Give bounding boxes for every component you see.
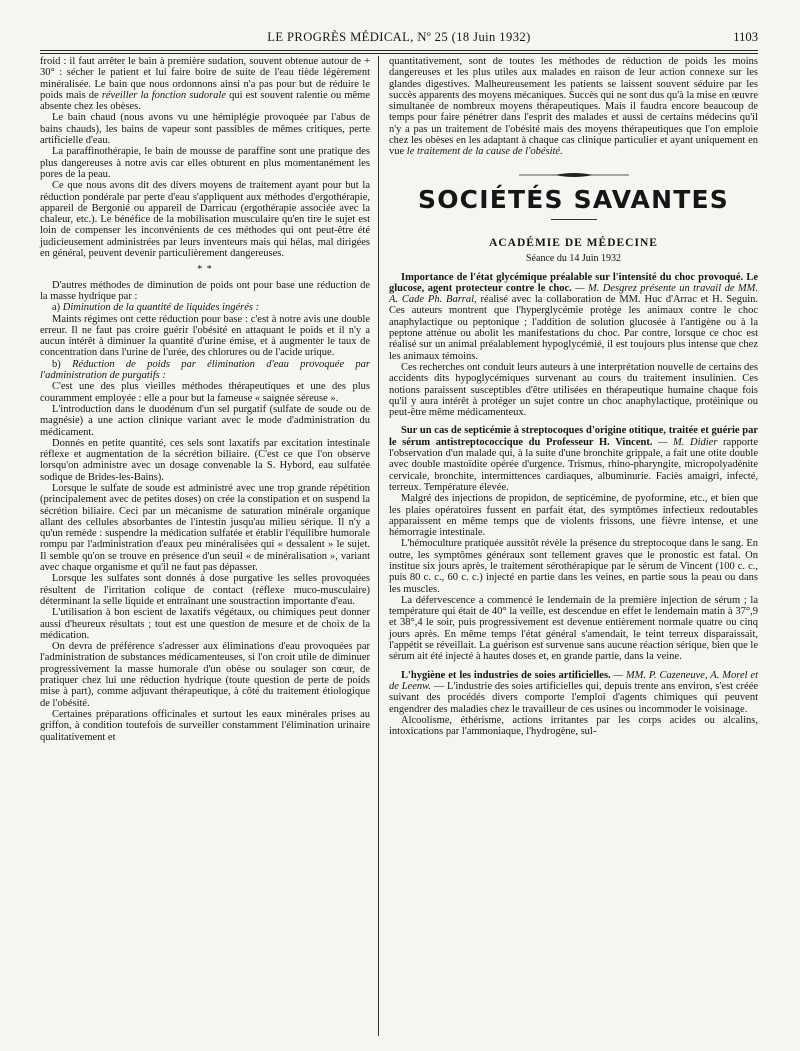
- paragraph: La paraffinothérapie, le bain de mousse de paraffine sont une pratique des plus dangereuses à notre avis car elles obturent en plus momentanément les pores de la peau.: [40, 146, 370, 180]
- article-paragraph: [389, 272, 758, 362]
- paragraph: Donnés en petite quantité, ces sels sont laxatifs par excitation intestinale réflexe et augmentation de la sécrétion biliaire. (C'est ce que l'on observe lorsqu'on administre avec un dosage convenable la S. Hybord, eau sulfatée sodique de Brides-les-Bains).: [40, 437, 370, 483]
- paragraph-text: qui est souvent ralentie ou même absente chez les obèses.: [40, 89, 371, 113]
- paragraph: On devra de préférence s'adresser aux éliminations d'eau provoquées par l'administration de substances médicamenteuses, si l'on croit utile de diminuer progressivement la masse humorale d'un obèse ou soulager son cœur, de pratiquer chez lui une réduction hydrique (toute question de perte de poids mise à part), comme adjuvant thérapeutique, à côté du traitement étiologique de l'obésité.: [40, 641, 370, 709]
- paragraph: L'introduction dans le duodénum d'un sel purgatif (sulfate de soude ou de magnésie) a une action clinique variant avec le mode d'administration du médicament.: [40, 403, 370, 438]
- paragraph: Lorsque les sulfates sont donnés à dose purgative les selles provoquées résultent de l'irritation colique de contact (réflexe muco-musculaire) déterminant la selle liquide et entraînant une soustraction importante d'eau.: [40, 573, 370, 607]
- article-paragraph: [389, 670, 758, 715]
- italic-phrase: réveiller la fonction sudorale: [101, 89, 227, 101]
- paragraph: Certaines préparations officinales et surtout les eaux minérales prises au griffon, à condition toutefois de surveiller constamment l'élimination urinaire qualitativement et: [40, 708, 370, 743]
- list-item: [40, 302, 370, 313]
- asterism: * *: [197, 264, 213, 276]
- paragraph: Lorsque le sulfate de soude est administré avec une trop grande répétition (principalement avec de petites doses) on crée la constipation et on suspend la sécrétion biliaire. Ceci par un mécanisme de saturation minérale organique allant des cellules absorbantes de l'intestin jusqu'au milieu sérique. Il n'y a qu'un remède : suspendre la médication sulfatée et établir l'équilibre humorale rompu par l'administration d'eaux peu minéralisées qui « dessalent » le sujet. Il semble qu'on se trouve en présence d'un seuil « de minéralisation », variant avec chaque organisme et qu'il ne faut pas dépasser.: [40, 482, 370, 574]
- article-authors: — MM. P. Cazeneuve, A. Morel et de Leenw.: [389, 669, 759, 692]
- left-column: [40, 56, 370, 743]
- paragraph: Le bain chaud (nous avons vu une hémiplégie provoquée par l'abus de bains chauds), les bains de vapeur sont passibles de mêmes critiques, perte artificielle d'eau.: [40, 112, 370, 147]
- header-rule-thin: [40, 53, 758, 54]
- paragraph: Alcoolisme, éthérisme, actions irritantes par les corps acides ou alcalins, intoxications par l'ammoniaque, l'hydrogène, sul-: [389, 714, 758, 738]
- list-item: [40, 359, 370, 382]
- section-title: SOCIÉTÉS SAVANTES: [418, 184, 729, 214]
- paragraph: L'hémoculture pratiquée aussitôt révèle la présence du streptocoque dans le sang. En outre, les symptômes généraux sont tellement graves que le pronostic est fatal. On institue six jours après, le traitement sérothérapique par le sérum de Vincent (100 c. c., puis 80 c. c., 60 c. c.) injecté en partie dans les veines, en partie sous la peau ou dans les muscles.: [389, 538, 758, 595]
- paragraph: D'autres méthodes de diminution de poids ont pour base une réduction de la masse hydrique par :: [40, 279, 370, 302]
- running-title: LE PROGRÈS MÉDICAL, Nº 25 (18 Juin 1932): [267, 30, 531, 44]
- list-marker: a): [52, 302, 61, 314]
- article-title: L'hygiène et les industries de soies artificielles.: [401, 669, 611, 681]
- section-rule: [551, 219, 597, 220]
- running-header: [40, 30, 758, 48]
- paragraph: [40, 56, 370, 112]
- article-title: Importance de l'état glycémique préalable sur l'intensité du choc provoqué. Le glucose, agent protecteur contre le choc.: [389, 271, 758, 294]
- paragraph: [389, 56, 758, 158]
- session-date: Séance du 14 Juin 1932: [526, 253, 621, 265]
- italic-heading: Réduction de poids par élimination d'eau provoquée par l'administration de purgatifs :: [40, 358, 370, 382]
- list-marker: b): [52, 358, 61, 370]
- paragraph: C'est une des plus vieilles méthodes thérapeutiques et une des plus couramment employée : elle a pour but la fameuse « saignée séreuse ».: [40, 381, 370, 404]
- article-paragraph: [389, 425, 758, 493]
- paragraph: Maints régimes ont cette réduction pour base : c'est à notre avis une double erreur. Il ne faut pas croire guérir l'obésité en attaquant le poids et il n'y a aucun intérêt à diminuer la quantité d'urine émise, et à augmenter le taux de concentration dans l'urine de l'urée, des chlorures ou de l'acide urique.: [40, 313, 370, 359]
- academy-heading: ACADÉMIE DE MÉDECINE: [489, 236, 658, 249]
- paragraph: L'utilisation à bon escient de laxatifs végétaux, ou chimiques peut donner aussi d'heureux résultats ; tout est une question de mesure et de choix de la médication.: [40, 607, 370, 641]
- paragraph-text: quantitativement, sont de toutes les méthodes de réduction de poids les moins dangereuses et les plus utiles aux malades en raison de leur action connexe sur les glandes digestives. Malheureusement les patients se laissent souvent séduire par les succès apparents des moyens mécaniques. Succès qui ne sont dus qu'à la mise en œuvre simultanée de nombreux moyens thérapeutiques. Mais il faudra encore beaucoup de temps pour faire pénétrer dans l'esprit des malades et aussi de certains médecins qu'il n'y a pas un traitement de l'obésité mais des moyens thérapeutiques que l'on emploie chez les obèses en les adaptant à chaque cas clinique particulier et ayant uniquement en vue: [389, 56, 758, 158]
- header-rule-thick: [40, 50, 758, 51]
- article-authors: — M. Didier: [658, 436, 718, 448]
- article-text: — L'industrie des soies artificielles qui, depuis trente ans environ, s'est créée suivant des procédés divers comporte l'emploi d'agents chimiques qui peuvent engendrer des maladies chez le travailleur de ces usines ou incommoder le voisinage.: [389, 680, 759, 715]
- italic-heading: Diminution de la quantité de liquides ingérés :: [62, 302, 260, 314]
- column-divider: [378, 56, 379, 1036]
- article-text: réalisé avec la collaboration de MM. Huc d'Arrac et H. Seguin. Ces auteurs montrent que l'hyperglycémie protège les animaux contre le choc anaphylactique ou peptonique ; l'addition de solution glucosée à l'antigène ou à la peptone atténue ou abolit les manifestations du choc. Par contre, lorsque ce choc est réalisé sur un animal préalablement hypoglycémié, il est toujours plus intense que chez les animaux témoins.: [389, 294, 759, 362]
- right-column: [389, 56, 758, 737]
- paragraph: Ce que nous avons dit des divers moyens de traitement ayant pour but la réduction pondérale par perte d'eau s'appliquent aux méthodes d'ergothérapie, appareil de Bergonié ou appareil de Darricau (ergothérapie associée avec la chaleur, etc.). Le bénéfice de la mobilisation musculaire qu'en tire le sujet est loin de compenser les inconvénients de ces méthodes qui ont peut-être été judicieusement administrées par leurs inventeurs mais qui hélas, mal dirigées en général, peuvent devenir particulièrement dangereuses.: [40, 180, 370, 260]
- paragraph: Ces recherches ont conduit leurs auteurs à une interprétation nouvelle de certains des accidents dits hypoglycémiques survenant au cours du traitement insulinien. Ces notions paraissent susceptibles d'être utilisées en thérapeutique humaine chaque fois qu'il y aura intérêt à protéger un sujet contre un choc anaphylactique, protéinique ou peut-être même médicamenteux.: [389, 361, 758, 419]
- ornament-divider-icon: [519, 170, 629, 180]
- paragraph-text: froid : il faut arrêter le bain à première sudation, souvent obtenue autour de + 30° : sécher le patient et lui faire boire de suite de l'eau tiède légèrement minéralisée. Le bain que nous ordonnons ainsi n'a pas pour but de réduire le poids mais de: [40, 56, 370, 101]
- article-text: rapporte l'observation d'un malade qui, à la suite d'une bronchite grippale, a fait une otite double avec double mastoïdite opérée d'urgence. Trismus, rhino-pharyngite, micropolyadénite cervicale, bronchite, intermittences cardiaques, albuminurie. Faciès amaigri, infecté, terreux. Température élevée.: [389, 436, 759, 493]
- italic-phrase: le traitement de la cause de l'obésité.: [406, 146, 563, 158]
- paragraph: La défervescence a commencé le lendemain de la première injection de sérum ; la température qui était de 40° la veille, est descendue en effet le lendemain matin à 37°,9 et 38°,4 le soir, puis progressivement est devenue entièrement normale quatre ou cinq jours après. En même temps l'état général s'amendait, le teint terreux disparaissait, l'appétit se réveillait. La guérison est survenue sans aucune réaction sérique, bien que le sérum ait été injecté à hautes doses et, en grande partie, dans la veine.: [389, 594, 758, 663]
- page-number: 1103: [733, 30, 758, 44]
- article-title: Sur un cas de septicémie à streptocoques d'origine otitique, traitée et guérie par le sérum antistreptococcique du Professeur H. Vincent.: [389, 425, 758, 448]
- paragraph: Malgré des injections de propidon, de septicémine, de pyoformine, etc., et bien que les plaies opératoires fussent en parfait état, des symptômes infectieux redoutables apparaissent en même temps que de violents frissons, une fièvre intense, et une hémorragie intestinale.: [389, 493, 758, 539]
- article-authors: — M. Desgrez présente un travail de MM. A. Cade Ph. Barral,: [389, 282, 759, 306]
